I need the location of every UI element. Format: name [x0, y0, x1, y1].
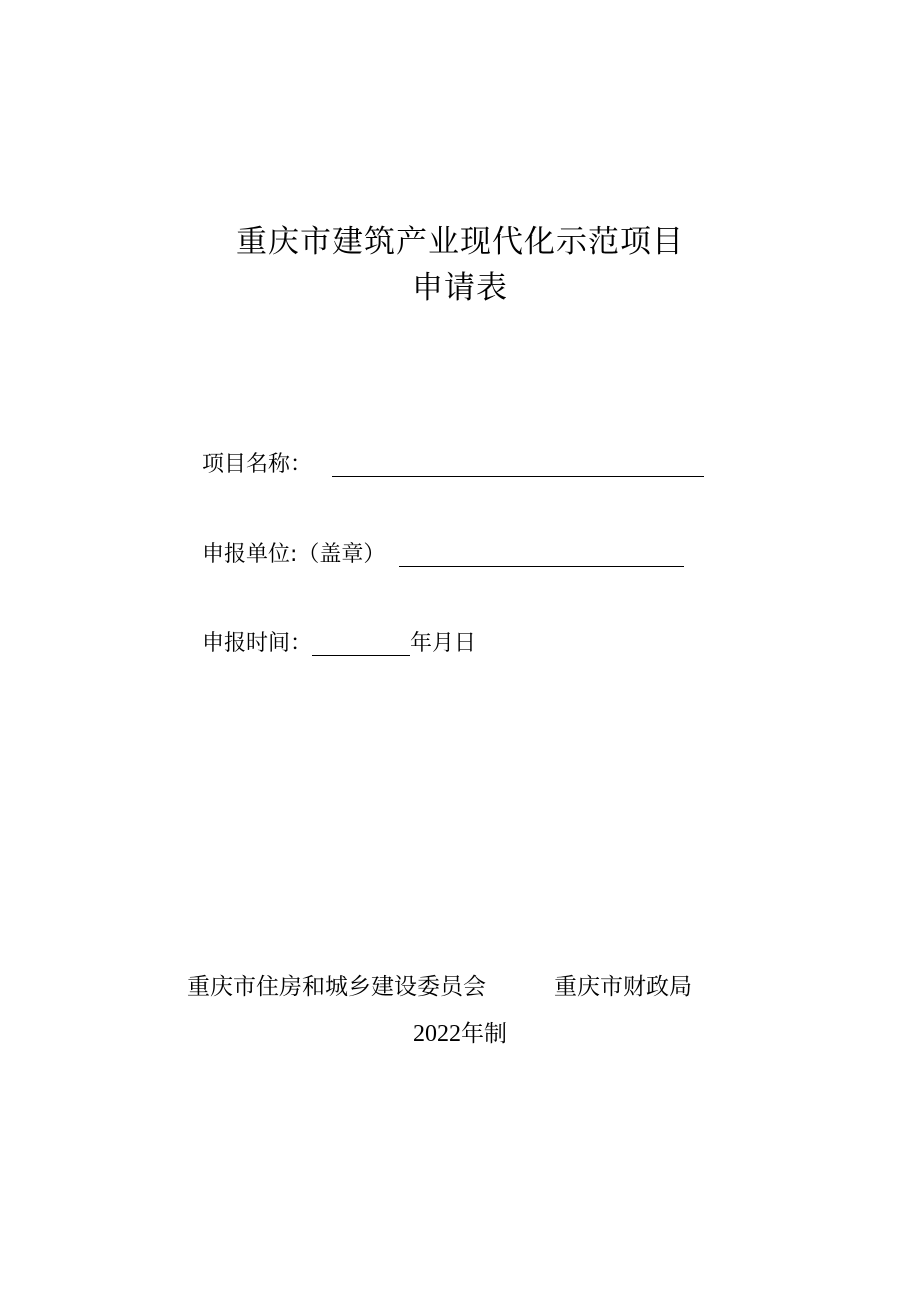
document-title: 重庆市建筑产业现代化示范项目 [236, 224, 684, 260]
issue-year-line [0, 1019, 920, 1049]
project-name-blank-line [332, 452, 704, 477]
application-date-label: 申报时间： [202, 631, 313, 656]
applicant-unit-field [202, 540, 684, 570]
application-date-field [202, 629, 476, 659]
application-date-blank-line [312, 631, 410, 656]
applicant-unit-blank-line [399, 542, 684, 567]
application-date-suffix: 年月日 [410, 631, 477, 656]
project-name-label: 项目名称： [202, 452, 313, 477]
document-subtitle: 申请表 [412, 270, 508, 306]
project-name-field [202, 450, 704, 480]
applicant-unit-label: 申报单位:（盖章） [202, 542, 386, 567]
issue-year: 2022 [413, 1021, 461, 1047]
issue-year-suffix: 年制 [461, 1021, 507, 1047]
issuing-org-finance: 重庆市财政局 [554, 974, 692, 1000]
issuing-org-housing: 重庆市住房和城乡建设委员会 [187, 974, 486, 1000]
